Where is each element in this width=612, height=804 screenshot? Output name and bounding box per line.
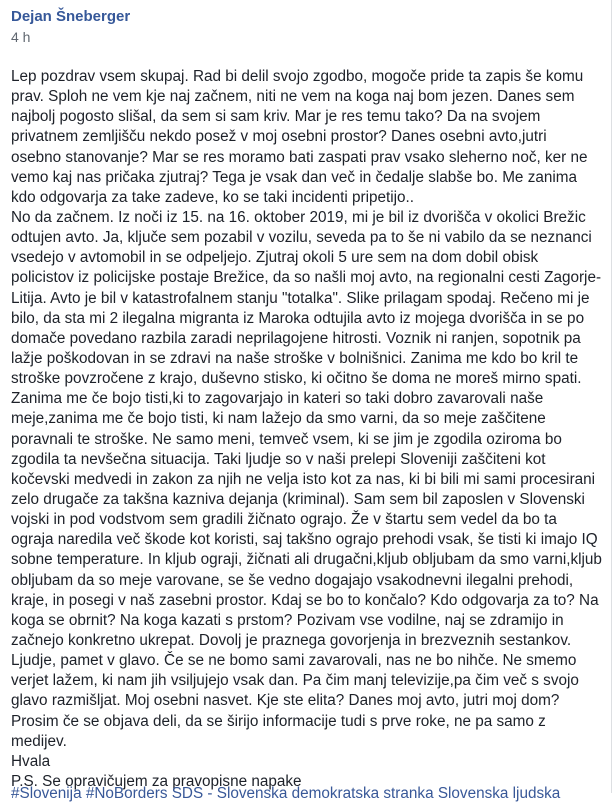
post-text-line: vojski in pod vodstvom sem gradili žičnato ograjo. Že v štartu sem vedel da bo ta [11,511,557,529]
post-text-line: začnejo konkretno ukrepat. Dovolj je praznega govorjenja in brezveznih sestankov. [11,631,572,649]
post-text-line: verjet lažem, ki nam jih vsiljujejo vsak dan. Pa čim manj televizije,pa čim več s svojo [11,672,579,690]
post-text-line: obljubam da so meje varovane, se še vedno dogajajo vsakodnevni ilegalni prehodi, [11,571,574,589]
post-text-line: Lep pozdrav vsem skupaj. Rad bi delil svojo zgodbo, mogoče pride ta zapis še komu [11,68,584,85]
post-text-line: privatnem zemljišču nekdo posež v moj osebni prostor? Danes osebni avto,jutri [11,128,547,146]
post-text-line: odtujen avto. Ja, ključe sem pozabil v vozilu, seveda pa to še ni vabilo da se neznanci [11,229,592,247]
post-text-line: osebno stanovanje? Mar se res moramo bati zaspati prav vsako sleherno noč, ker ne [11,148,588,166]
post-text-line: zelo drugače za takšna kazniva dejanja (kriminal). Sam sem bil zaposlen v Slovenski [11,490,585,508]
post-text-line: Zanima me če bojo tisti,ki to zagovarjajo in kateri so taki dobro zavarovali naše [11,390,544,408]
post-text-line: kočevski medvedi in zakon za njih ne velja isto kot za nas, ki bi bili mi sami procesirani [11,470,596,488]
post-text-line: Ljudje, pamet v glavo. Če se ne bomo sami zavarovali, nas ne bo nihče. Ne smemo [11,652,577,670]
post-text-line: sobne temperature. In kljub ograji, žičnati ali drugačni,kljub obljubam da smo varni,kljub [11,551,602,569]
post-text-line: domače povedano razbila zaradi neprilagojene hitrosti. Voznik ni ranjen, sopotnik pa [11,329,581,347]
page-link-sds[interactable]: SDS - Slovenska demokratska stranka [171,785,434,802]
post-text-line: zgodila ta nevšečna situacija. Taki ljudje so v naši prelepi Sloveniji zaščiteni kot [11,450,546,468]
post-text-line: No da začnem. Iz noči iz 15. na 16. oktober 2019, mi je bil iz dvorišča v okolici Brežic [11,208,586,226]
post-text-line: vsedejo v avtomobil in se odpeljejo. Zjutraj okoli 5 ure sem na dom dobil obisk [11,249,539,267]
post-text-line: Litija. Avto je bil v katastrofalnem stanju "totalka". Slike prilagam spodaj. Rečeno mi je [11,289,590,307]
page-link-slovenska-ljudska[interactable]: Slovenska ljudska [437,785,561,802]
hashtag-slovenija[interactable]: #Slovenija [11,785,82,802]
post-text-line: Hvala [11,752,51,770]
post-text-line: bilo, da sta mi 2 ilegalna migranta iz Maroka odtujila avto iz mojega dvorišča in se po [11,309,585,327]
post-timestamp[interactable]: 4 h [11,29,31,45]
hashtag-noborders[interactable]: #NoBorders [85,785,168,802]
post-text-line: Prosim če se objava deli, da se širijo informacije tudi s prve roke, ne pa samo z [11,712,546,730]
post-text-line: lažje poškodovan in se zdravi na naše stroške v bolnišnici. Zanima me kdo bo kril te [11,349,579,367]
post-author-name[interactable]: Dejan Šneberger [11,8,131,25]
post-text-line: meje,zanima me če bojo tisti, ki nam lažejo da smo varni, da so meje zaščitene [11,410,546,428]
post-text-line: glavo razmišljat. Moj osebni nasvet. Kje ste elita? Danes moj avto, jutri moj dom? [11,692,560,710]
post-text-line: poravnali te stroške. Ne samo meni, temveč vsem, ki se jim je zgodila oziroma bo [11,430,562,448]
post-hashtags [11,784,560,804]
post-text-line: policistov iz policijske postaje Brežice, da so našli moj avto, na regionalni cesti Zagorje- [11,269,602,287]
post-text-line: stroške povzročene z krajo, duševno stisko, ki očitno še doma ne moreš mirno spati. [11,370,582,388]
post-text-line: kdo odgovarja za take zadeve, ko se taki incidenti pripetijo.. [11,188,415,206]
post-text-line: ograja naredila več škode kot koristi, saj takšno ograjo prehodi vsak, še tisti ki imajo IQ [11,531,598,549]
post-text-line: vemo kaj nas pričaka zjutraj? Tega je vsak dan več in čedalje slabše bo. Me zanima [11,168,577,186]
post-text-line: prav. Sploh ne vem kje naj začnem, niti ne vem na koga naj bom jezen. Danes sem [11,88,575,106]
post-body-text [11,67,611,792]
post-text-line: najbolj pogosto slišal, da sem si sam kriv. Mar je res temu tako? Da na svojem [11,108,541,126]
post-text-line: medijev. [11,732,67,750]
post-text-line: P.S. Se opravičujem za pravopisne napake [11,772,302,790]
post-text-line: koga se obrnit? Na koga kazati s prstom? Pozivam vse vodilne, naj se zdramijo in [11,611,564,629]
post-text-line: kraje, in posegi v naš zasebni prostor. Kdaj se bo to končalo? Kdo odgovarja za to? Na [11,591,599,609]
